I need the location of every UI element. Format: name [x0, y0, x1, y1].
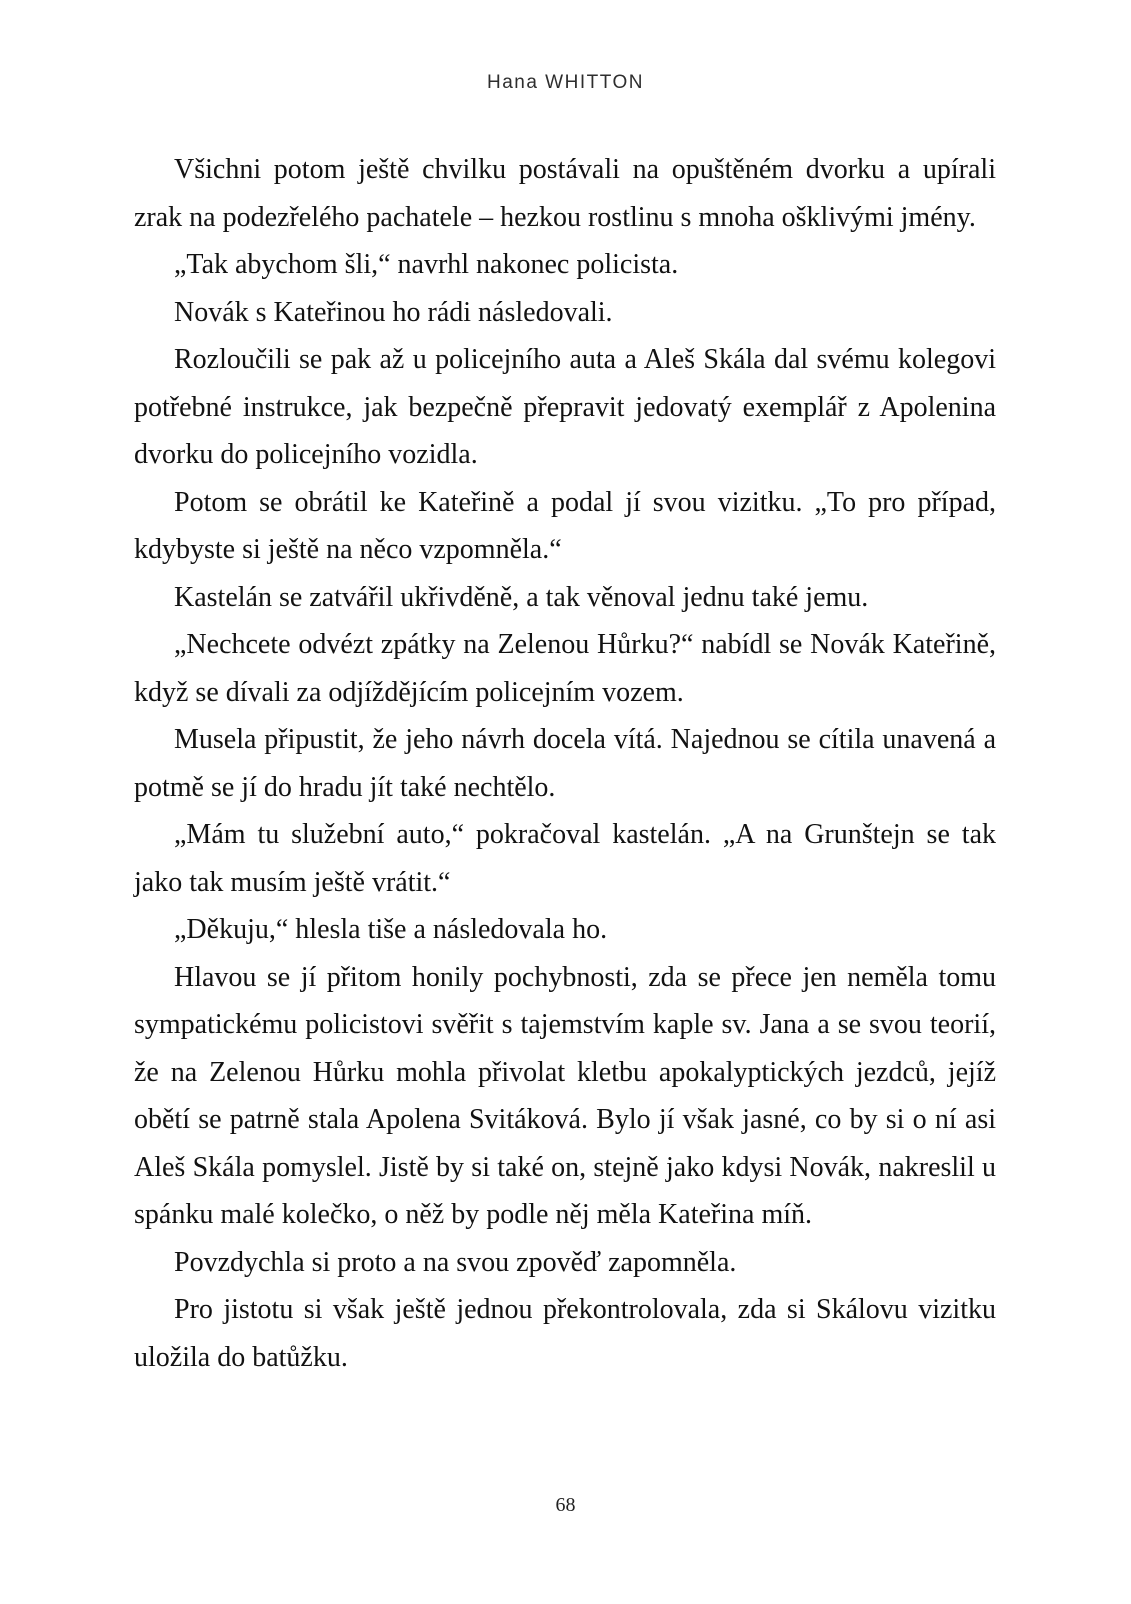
- paragraph: Potom se obrátil ke Kateřině a podal jí svou vizitku. „To pro případ, kdybyste si ještě na něco vzpomněla.“: [134, 486, 996, 565]
- page-body-text: [134, 146, 996, 1381]
- paragraph: „Děkuju,“ hlesla tiše a následovala ho.: [174, 914, 608, 945]
- paragraph: „Tak abychom šli,“ navrhl nakonec policista.: [174, 249, 679, 280]
- paragraph: Novák s Kateřinou ho rádi následovali.: [174, 296, 613, 328]
- paragraph: „Mám tu služební auto,“ pokračoval kastelán. „A na Grunštejn se tak jako tak musím ještě vrátit.“: [134, 819, 996, 898]
- paragraph: „Nechcete odvézt zpátky na Zelenou Hůrku?“ nabídl se Novák Kateřině, když se dívali za odjíždějícím policejním vozem.: [134, 629, 996, 708]
- running-header-author: Hana WHITTON: [486, 72, 644, 93]
- paragraph: Musela připustit, že jeho návrh docela vítá. Najednou se cítila unavená a potmě se jí do hradu jít také nechtělo.: [134, 724, 996, 803]
- page-number: 68: [555, 1494, 576, 1516]
- paragraph: Povzdychla si proto a na svou zpověď zapomněla.: [174, 1246, 737, 1278]
- paragraph: Kastelán se zatvářil ukřivděně, a tak věnoval jednu také jemu.: [174, 581, 869, 613]
- paragraph: Všichni potom ještě chvilku postávali na opuštěném dvorku a upírali zrak na podezřelého pachatele – hezkou rostlinu s mnoha ošklivými jmény.: [134, 154, 996, 233]
- paragraph: Rozloučili se pak až u policejního auta a Aleš Skála dal svému kolegovi potřebné instrukce, jak bezpečně přepravit jedovatý exemplář z Apolenina dvorku do policejního vozidla.: [134, 344, 996, 470]
- paragraph: Hlavou se jí přitom honily pochybnosti, zda se přece jen neměla tomu sympatickému policistovi svěřit s tajemstvím kaple sv. Jana a se svou teorií, že na Zelenou Hůrku mohla přivolat kletbu apokalyptických jezdců, jejíž obětí se patrně stala Apolena Svitáková. Bylo jí však jasné, co by si o ní asi Aleš Skála pomyslel. Jistě by si také on, stejně jako kdysi Novák, nakreslil u spánku malé kolečko, o něž by podle něj měla Kateřina míň.: [134, 961, 996, 1230]
- paragraph: Pro jistotu si však ještě jednou překontrolovala, zda si Skálovu vizitku uložila do batůžku.: [134, 1294, 996, 1373]
